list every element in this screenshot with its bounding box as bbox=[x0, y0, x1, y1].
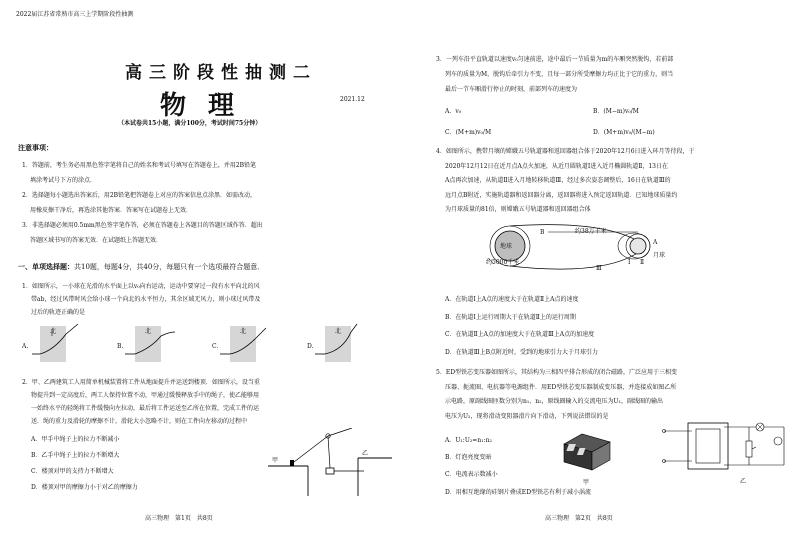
q3-line: 最后一节车厢滑行停止的时刻，前部列车的速度为 bbox=[445, 86, 578, 93]
label-earth: 地球 bbox=[500, 243, 513, 250]
question-3-stem bbox=[436, 52, 673, 97]
q4-line: A点再次加速，从轨道Ⅱ进入月地转移轨道Ⅲ，经过多次姿态调整后，16日在轨道Ⅲ的 bbox=[445, 177, 671, 184]
label-distance: 约38万千米 bbox=[575, 228, 607, 235]
label-orbit-2: Ⅱ bbox=[640, 259, 645, 266]
section-label: 一、单项选择题： bbox=[18, 262, 74, 271]
q5-line: 5．ED型铁芯变压器如图所示，其结构为三相四平排合形成的闭合磁路，广泛应用于三相变 bbox=[436, 369, 678, 376]
exam-source: 2022届江苏省常熟市高三上学期阶段性抽测 bbox=[16, 11, 134, 18]
q1-line: 过后的轨迹正确的是 bbox=[31, 309, 86, 316]
q5-option-d: D．用相互绝缘的硅钢片叠成ED型铁芯有利于减小涡流 bbox=[445, 489, 592, 496]
label-point-a: A bbox=[653, 239, 658, 246]
q5-option: B．灯泡亮度变暗 bbox=[445, 454, 492, 461]
q1-option-a: A. bbox=[22, 343, 29, 350]
q4-option: B．在轨道Ⅰ上运行周期大于在轨道Ⅱ上的运行周期 bbox=[445, 313, 576, 321]
q4-option: D．在轨道Ⅲ上B点附近时，受到的地球引力大于月球引力 bbox=[445, 348, 599, 356]
q1-fig-d bbox=[315, 324, 357, 362]
q4-line: 4．如图所示，携带月壤的嫦娥五号轨道器和返回器组合体于2020年12月6日进入环月等待段，于 bbox=[436, 148, 695, 155]
q3-line: 列车的质量为M，脱钩后牵引力不变，且每一部分所受摩擦力均正比于它的重力，则当 bbox=[445, 71, 674, 78]
section-desc: 共10题，每题4分，共40分，每题只有一个选项最符合题意． bbox=[74, 263, 265, 271]
svg-text:北: 北 bbox=[50, 328, 57, 335]
svg-text:北: 北 bbox=[240, 328, 247, 335]
question-1-figures bbox=[22, 320, 392, 368]
note-line: 2．选择题每小题选出答案后，用2B铅笔把答题卷上对应的答案信息点涂黑．如需改动， bbox=[22, 192, 257, 199]
q5-line: 压器、扼流圈、电抗器等电源组件．用ED型铁芯变压器制成变压器，并连接成如图乙所 bbox=[445, 383, 677, 391]
q2-option: C．楼顶对甲的支持力不断增大 bbox=[31, 468, 114, 475]
note-line: 用橡皮擦干净后，再选涂其他答案．答案写在试题卷上无效． bbox=[30, 207, 193, 214]
page-2-footer: 高三物理 第2页 共8页 bbox=[545, 515, 613, 522]
exam-title: 高三阶段性抽测二 bbox=[125, 63, 317, 83]
q3-line: 3．一列车沿平直轨道以速度v₀匀速前进，途中最后一节质量为m的车厢突然脱钩，若前部 bbox=[436, 56, 674, 63]
question-4-options bbox=[445, 291, 598, 361]
q2-option: B．乙手中绳子上的拉力不断增大 bbox=[31, 452, 120, 459]
q5-label-yi: 乙 bbox=[740, 478, 747, 485]
q2-line: 送．绳的重力及滑轮的摩擦不计，滑轮大小忽略不计，则在工件向左移动的过程中 bbox=[31, 418, 248, 425]
svg-text:北: 北 bbox=[335, 328, 342, 335]
q3-option-c: C．(M+m)v₀/M bbox=[445, 129, 492, 136]
q3-option-a: A．v₀ bbox=[445, 108, 462, 115]
q5-option: C．电流表示数减小 bbox=[445, 471, 498, 478]
page-1-footer: 高三物理 第1页 共8页 bbox=[145, 515, 213, 522]
question-2-figure bbox=[268, 428, 393, 498]
note-line: 3．非选择题必须用0.5mm黑色签字笔作答，必须在答题卷上各题目的答题区域作答．超出 bbox=[22, 222, 263, 229]
q4-line: 2020年12月12日在近月点A点火加速，从近月圆轨道Ⅰ进入近月椭圆轨道Ⅱ，13日在 bbox=[445, 162, 668, 170]
question-5-stem bbox=[436, 366, 677, 424]
label-orbit-3: Ⅲ bbox=[596, 265, 602, 272]
q1-option-c: C. bbox=[212, 343, 219, 350]
q5-line: 电压为U₂，现将滑动变阻器滑片向下滑动，下列说法错误的是 bbox=[445, 412, 609, 420]
q1-fig-c bbox=[220, 326, 266, 362]
q5-option: A．U₁:U₂=n₁:n₂ bbox=[445, 437, 492, 444]
notes-heading: 注意事项： bbox=[18, 143, 53, 152]
label-moon: 月球 bbox=[653, 252, 666, 259]
note-line: 1．答题前，考生务必用黑色签字笔将自己的姓名和考试号填写在答题卷上，并用2B铅笔 bbox=[22, 162, 257, 169]
q2-line: 物提升到一定高度后，两工人保持位置不动，甲通过缓慢释放手中的绳子，使乙能够用 bbox=[31, 392, 260, 399]
svg-text:北: 北 bbox=[145, 328, 152, 335]
question-2-options bbox=[31, 432, 138, 496]
notes-list bbox=[22, 158, 263, 248]
q1-option-b: B. bbox=[117, 343, 124, 350]
q2-label-yi: 乙 bbox=[362, 450, 369, 457]
label-point-b: B bbox=[540, 229, 545, 236]
subject-title: 物理 bbox=[160, 91, 257, 121]
q1-fig-a bbox=[32, 324, 78, 362]
q1-option-d: D. bbox=[307, 343, 314, 350]
q3-option-d: D．(M+m)v₀/(M−m) bbox=[593, 129, 655, 136]
question-1-stem bbox=[22, 280, 260, 319]
label-orbit-1: Ⅰ bbox=[628, 259, 631, 266]
question-2-stem bbox=[22, 376, 260, 428]
q4-option: A．在轨道Ⅰ上A点的速度大于在轨道Ⅱ上A点的速度 bbox=[445, 296, 579, 303]
note-line: 填涂考试号下方的涂点． bbox=[30, 177, 97, 184]
q4-line: 为月球质量的81倍，则嫦娥五号轨道器和返回器组合体 bbox=[445, 206, 591, 213]
q1-fig-b bbox=[125, 326, 175, 362]
q2-line: 2．甲、乙两建筑工人用简单机械装置将工件从地面提升并运送到楼顶．如图所示，设当重 bbox=[22, 379, 260, 386]
q2-option: D．楼顶对甲的摩擦力小于对乙的摩擦力 bbox=[31, 484, 138, 491]
question-5-options-top bbox=[445, 432, 498, 483]
q5-label-jia: 甲 bbox=[583, 479, 590, 486]
question-5-core-figure bbox=[560, 430, 614, 474]
q4-line: 远月点B附近，实施轨道器和返回器分离，返回器将进入预定返回轨道．已知地球质量约 bbox=[445, 191, 678, 199]
q2-option: A．甲手中绳子上的拉力不断减小 bbox=[31, 436, 120, 443]
q2-label-jia: 甲 bbox=[272, 457, 279, 464]
exam-info: （本试卷共15小题，满分100分，考试时间75分钟） bbox=[118, 120, 262, 127]
q3-option-b: B．(M−m)v₀/M bbox=[593, 108, 639, 115]
page-2 bbox=[400, 0, 794, 550]
q2-line: 一始终水平的轻绳将工件缓慢向左拉动，最后将工件运送至乙所在位置，完成工件的运 bbox=[31, 405, 260, 412]
question-4-stem bbox=[436, 145, 695, 218]
note-line: 答题区域书写的答案无效．在试题纸上答题无效． bbox=[30, 237, 163, 244]
section-heading bbox=[18, 262, 264, 272]
question-5-circuit-figure bbox=[662, 417, 787, 477]
q4-option: C．在轨道Ⅱ上A点的加速度大于在轨道Ⅲ上A点的加速度 bbox=[445, 331, 595, 338]
q1-line: 1．如图所示，一小球在光滑的水平面上以v₀向右运动，运动中要穿过一段有水平向北的风 bbox=[22, 283, 260, 290]
label-altitude: 约5000千米 bbox=[486, 259, 520, 266]
q5-line: 示电路，原副线圈匝数分别为n₁、n₂，原线圈输入的交流电压为U₁，副线圈的输出 bbox=[445, 398, 664, 405]
exam-date: 2021.12 bbox=[340, 96, 365, 103]
q1-line: 带ab，经过风带时风会给小球一个向北的水平恒力，其余区域无风力，则小球过风带及 bbox=[31, 296, 261, 303]
